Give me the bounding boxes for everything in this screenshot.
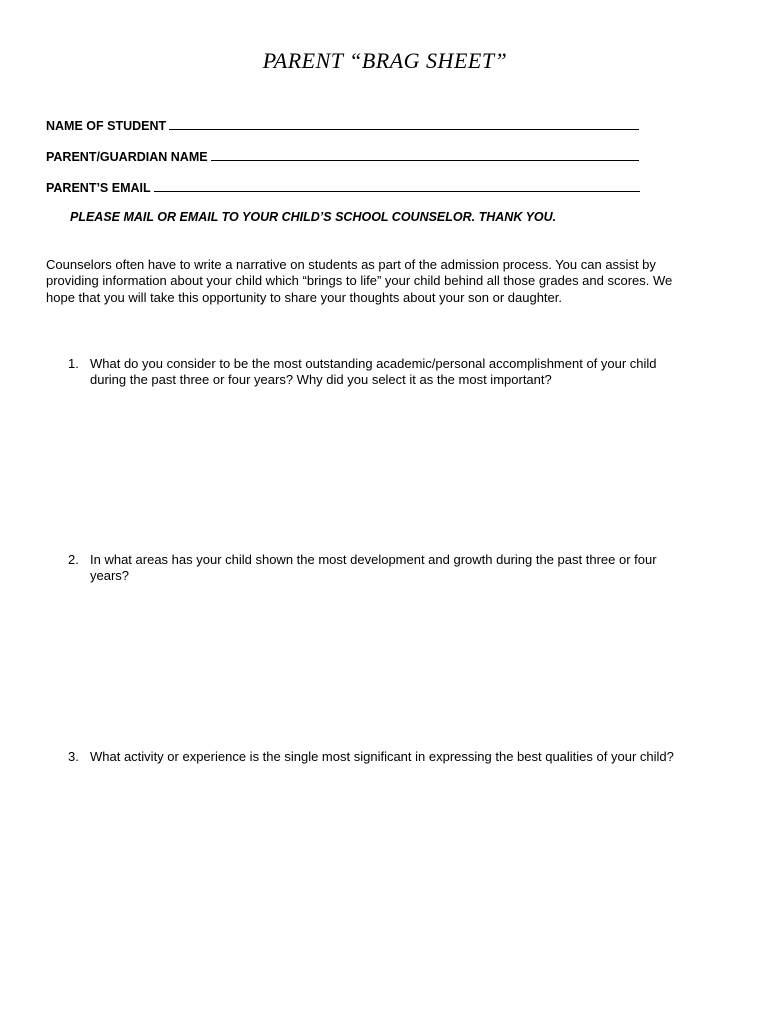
intro-paragraph: Counselors often have to write a narrative on students as part of the admission process. You can assist by providing information about your child which “brings to life” your child behind all those grades and scores. We hope that you will take this opportunity to share your thoughts about your son or daughter.: [46, 257, 673, 305]
question-number: 1.: [68, 356, 79, 371]
question-number: 2.: [68, 552, 79, 567]
question-text: What do you consider to be the most outstanding academic/personal accomplishment of your child during the past three or four years? Why did you select it as the most important?: [90, 356, 657, 388]
parent-guardian-name-field[interactable]: [46, 148, 639, 164]
parent-email-field[interactable]: [46, 179, 640, 195]
student-name-blank-line[interactable]: [169, 117, 639, 130]
parent-guardian-name-label: PARENT/GUARDIAN NAME: [46, 150, 208, 164]
student-name-label: NAME OF STUDENT: [46, 119, 167, 133]
question-text: What activity or experience is the single most significant in expressing the best qualities of your child?: [90, 749, 674, 764]
student-name-field[interactable]: [46, 117, 639, 133]
parent-email-label: PARENT’S EMAIL: [46, 181, 151, 195]
question-item: [68, 552, 678, 585]
parent-email-blank-line[interactable]: [154, 179, 640, 192]
mail-notice: PLEASE MAIL OR EMAIL TO YOUR CHILD’S SCHOOL COUNSELOR. THANK YOU.: [70, 210, 557, 224]
parent-guardian-name-blank-line[interactable]: [211, 148, 639, 161]
question-text: In what areas has your child shown the most development and growth during the past three or four years?: [90, 552, 657, 584]
question-item: [68, 749, 678, 765]
question-number: 3.: [68, 749, 79, 764]
page-title: PARENT “BRAG SHEET”: [262, 48, 508, 73]
question-item: [68, 356, 678, 389]
